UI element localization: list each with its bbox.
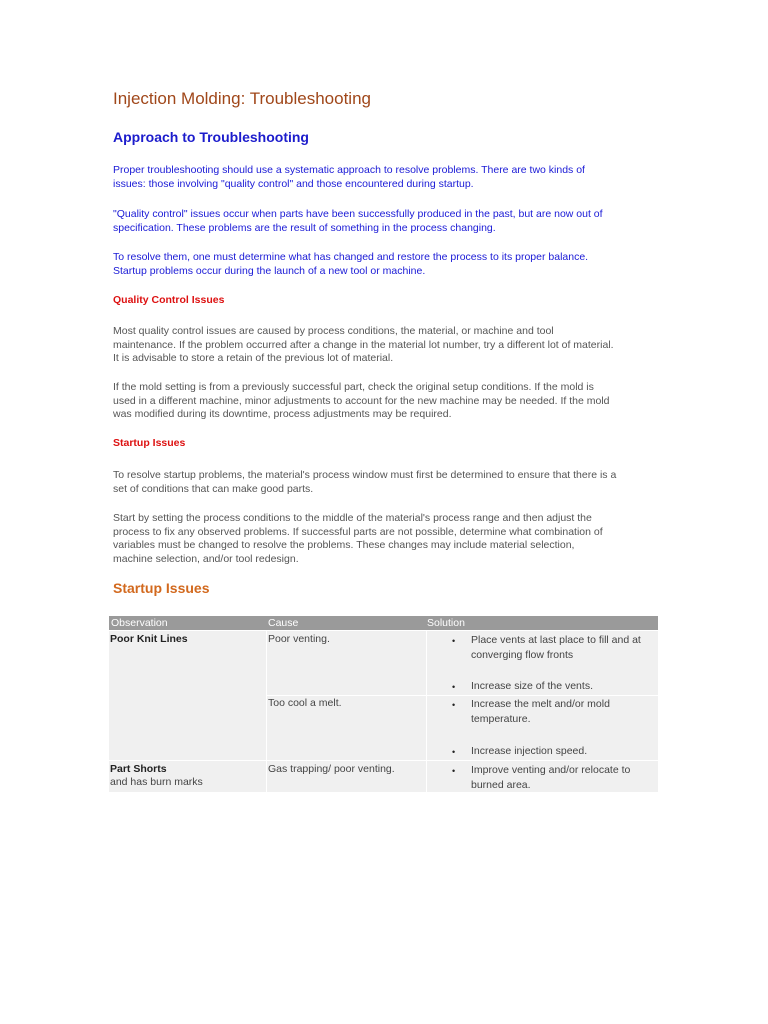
column-header-observation: Observation <box>111 617 168 629</box>
text-line: temperature. <box>471 713 531 725</box>
approach-heading: Approach to Troubleshooting <box>113 129 309 145</box>
observation-detail: and has burn marks <box>110 776 203 788</box>
text-line: Increase the melt and/or mold <box>471 698 610 710</box>
approach-paragraph-3 <box>113 251 661 278</box>
text-line: It is advisable to store a retain of the previous lot of material. <box>113 352 394 364</box>
bullet-icon: • <box>452 636 456 646</box>
observation-cell: Poor Knit Lines <box>110 633 188 645</box>
text-line: specification. These problems are the result of something in the process changing. <box>113 221 496 234</box>
text-line: issues: those involving "quality control" and those encountered during startup. <box>113 177 474 190</box>
bullet-icon: • <box>452 766 456 776</box>
text-line: Most quality control issues are caused by process conditions, the material, or machine and tool <box>113 325 554 337</box>
text-line: Start by setting the process conditions to the middle of the material's process range and then adjust the <box>113 512 592 524</box>
text-line: process to fix any observed problems. If successful parts are not possible, determine what combination of <box>113 525 603 538</box>
text-line: variables must be changed to resolve the problems. These changes may include material selection, <box>113 539 575 551</box>
bullet-icon: • <box>452 682 456 692</box>
solution-cell <box>471 697 610 727</box>
text-line: Startup problems occur during the launch of a new tool or machine. <box>113 264 426 277</box>
solution-cell <box>471 763 630 793</box>
text-line: Improve venting and/or relocate to <box>471 764 631 776</box>
text-line: To resolve them, one must determine what has changed and restore the process to its proper balance. <box>113 251 589 263</box>
bullet-icon: • <box>452 747 456 757</box>
text-line: maintenance. If the problem occurred after a change in the material lot number, try a different lot of material. <box>113 338 614 351</box>
text-line: was modified during its downtime, process adjustments may be required. <box>113 408 452 420</box>
bullet-icon: • <box>452 700 456 710</box>
startup-issues-subheading: Startup Issues <box>113 437 186 449</box>
table-header-row <box>109 616 658 630</box>
text-line: set of conditions that can make good parts. <box>113 482 314 495</box>
startup-paragraph-2 <box>113 512 661 566</box>
observation-title: Part Shorts <box>110 763 167 775</box>
cause-cell: Too cool a melt. <box>268 697 342 709</box>
observation-cell <box>110 763 203 789</box>
quality-paragraph-2 <box>113 381 661 422</box>
column-header-solution: Solution <box>427 617 465 629</box>
solution-cell: Increase injection speed. <box>471 745 588 757</box>
quality-paragraph-1 <box>113 325 661 366</box>
cause-cell: Poor venting. <box>268 633 330 645</box>
text-line: used in a different machine, minor adjustments to account for the new machine may be needed. If the mold <box>113 394 610 407</box>
solution-cell <box>471 633 641 663</box>
approach-paragraph-1 <box>113 164 661 191</box>
cause-cell: Gas trapping/ poor venting. <box>268 763 395 775</box>
text-line: Proper troubleshooting should use a systematic approach to resolve problems. There are two kinds of <box>113 164 585 176</box>
text-line: machine selection, and/or tool redesign. <box>113 552 299 565</box>
text-line: To resolve startup problems, the material's process window must first be determined to ensure that there is a <box>113 469 617 481</box>
text-line: converging flow fronts <box>471 649 574 661</box>
quality-control-heading: Quality Control Issues <box>113 294 225 306</box>
startup-paragraph-1 <box>113 469 661 496</box>
column-header-cause: Cause <box>268 617 299 629</box>
table-cell-background <box>109 631 266 760</box>
solution-cell: Increase size of the vents. <box>471 680 593 692</box>
startup-table-heading: Startup Issues <box>113 580 210 596</box>
text-line: If the mold setting is from a previously successful part, check the original setup conditions. If the mold is <box>113 381 594 393</box>
text-line: "Quality control" issues occur when parts have been successfully produced in the past, but are now out of <box>113 208 603 220</box>
approach-paragraph-2 <box>113 208 661 235</box>
text-line: Place vents at last place to fill and at <box>471 634 641 646</box>
page-title: Injection Molding: Troubleshooting <box>113 89 371 108</box>
text-line: burned area. <box>471 779 531 791</box>
